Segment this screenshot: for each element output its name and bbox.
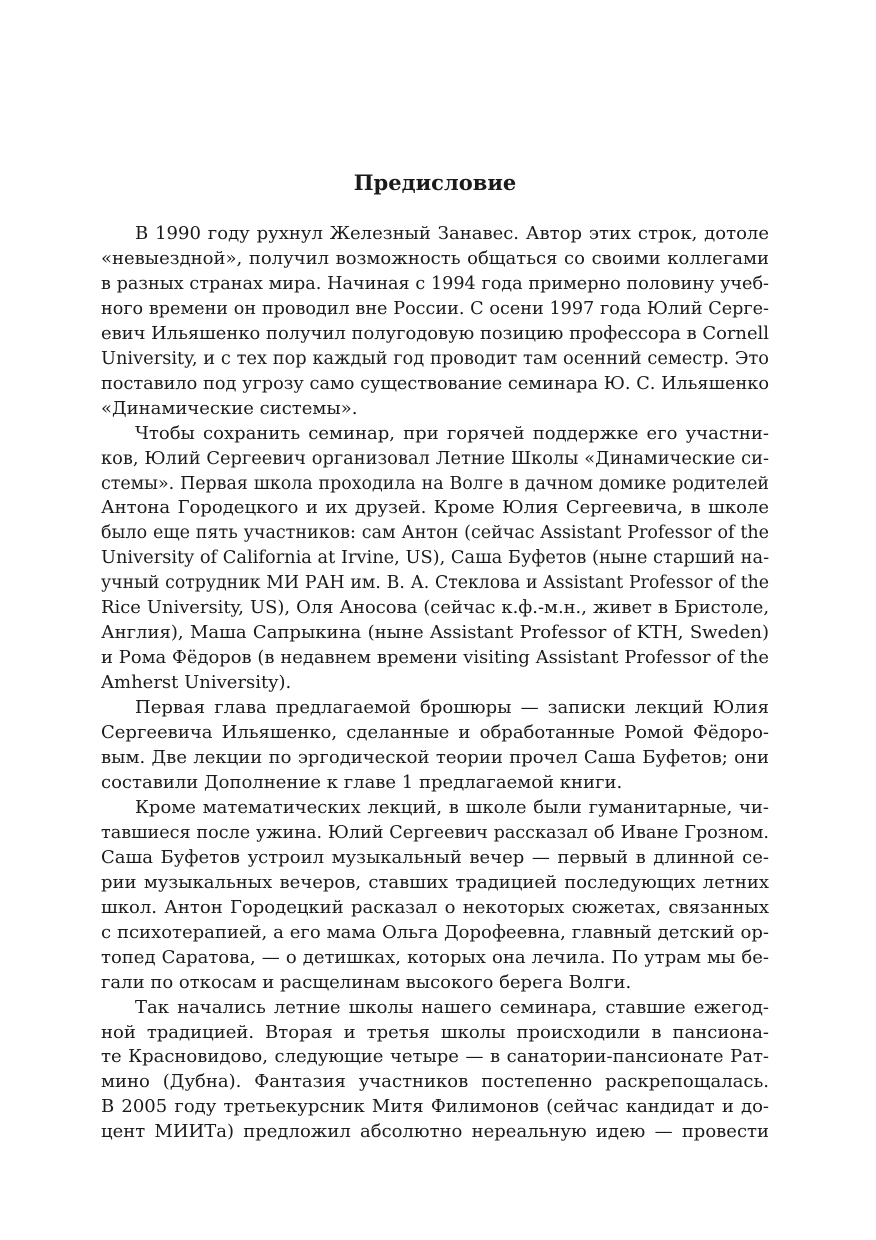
text-line: топед Саратова, — о детишках, которых она лечила. По утрам мы бе- [101, 946, 769, 968]
text-line: рии музыкальных вечеров, ставших традицией последующих летних [101, 871, 769, 893]
text-line: стемы». Первая школа проходила на Волге в дачном домике родителей [101, 473, 769, 494]
text-line: и Рома Фёдоров (в недавнем времени visiting Assistant Professor of the [101, 647, 769, 669]
text-line: Англия), Маша Сапрыкина (ныне Assistant Professor of KTH, Sweden) [101, 622, 769, 644]
text-line: в разных странах мира. Начиная с 1994 года примерно половину учеб- [101, 273, 769, 294]
text-line: Rice University, US), Оля Аносова (сейчас к.ф.-м.н., живет в Бристоле, [101, 597, 769, 619]
text-line: учный сотрудник МИ РАН им. В. А. Стеклова и Assistant Professor of the [101, 573, 769, 594]
text-line: было еще пять участников: сам Антон (сейчас Assistant Professor of the [101, 523, 769, 544]
text-line: составили Дополнение к главе 1 предлагаемой книги. [101, 771, 623, 793]
text-line: тавшиеся после ужина. Юлий Сергеевич рассказал об Иване Грозном. [101, 822, 769, 843]
text-line: евич Ильяшенко получил полугодовую позицию профессора в Cornell [101, 322, 769, 344]
text-line: Саша Буфетов устроил музыкальный вечер — первый в длинной се- [101, 846, 769, 868]
paragraph [101, 696, 769, 796]
text-line: Так начались летние школы нашего семинара, ставшие ежегод- [135, 996, 769, 1018]
paragraph [101, 422, 769, 696]
text-line: University of California at Irvine, US), Саша Буфетов (ныне старший на- [101, 547, 769, 569]
text-line: те Красновидово, следующие четыре — в санатории-пансионате Рат- [101, 1046, 769, 1068]
page-content [101, 168, 769, 1145]
text-line: ков, Юлий Сергеевич организовал Летние Школы «Динамические си- [101, 447, 769, 469]
text-line: мино (Дубна). Фантазия участников постепенно раскрепощалась. [101, 1071, 769, 1093]
text-line: ного времени он проводил вне России. С осени 1997 года Юлий Серге- [101, 298, 769, 319]
text-line: Сергеевича Ильяшенко, сделанные и обработанные Ромой Фёдоро- [101, 722, 769, 744]
text-line: школ. Антон Городецкий расказал о некоторых сюжетах, связанных [101, 896, 769, 918]
text-line: Чтобы сохранить семинар, при горячей поддержке его участни- [135, 422, 769, 444]
text-line: ной традицией. Вторая и третья школы происходили в пансиона- [101, 1021, 769, 1043]
text-line: Кроме математических лекций, в школе были гуманитарные, чи- [135, 796, 769, 818]
paragraph [101, 796, 769, 996]
paragraph [101, 222, 769, 422]
text-line: «невыездной», получил возможность общаться со своими коллегами [101, 247, 769, 269]
body-text [101, 222, 769, 1145]
text-line: гали по откосам и расщелинам высокого берега Волги. [101, 971, 632, 993]
text-line: Антона Городецкого и их друзей. Кроме Юлия Сергеевича, в школе [101, 497, 769, 519]
text-line: поставило под угрозу само существование семинара Ю. С. Ильяшенко [101, 373, 769, 394]
text-line: University, и с тех пор каждый год проводит там осенний семестр. Это [101, 347, 769, 369]
text-line: В 1990 году рухнул Железный Занавес. Автор этих строк, дотоле [135, 223, 769, 244]
text-line: Первая глава предлагаемой брошюры — записки лекций Юлия [135, 697, 769, 719]
text-line: «Динамические системы». [101, 397, 358, 419]
text-line: вым. Две лекции по эргодической теории прочел Саша Буфетов; они [101, 747, 769, 769]
paragraph [101, 996, 769, 1146]
text-line: с психотерапией, а его мама Ольга Дорофеевна, главный детский ор- [101, 921, 769, 943]
text-line: цент МИИТа) предложил абсолютно нереальную идею — провести [101, 1121, 769, 1143]
page-title: Предисловие [353, 170, 517, 195]
text-line: В 2005 году третьекурсник Митя Филимонов (сейчас кандидат и до- [101, 1096, 769, 1118]
text-line: Amherst University). [101, 672, 292, 694]
